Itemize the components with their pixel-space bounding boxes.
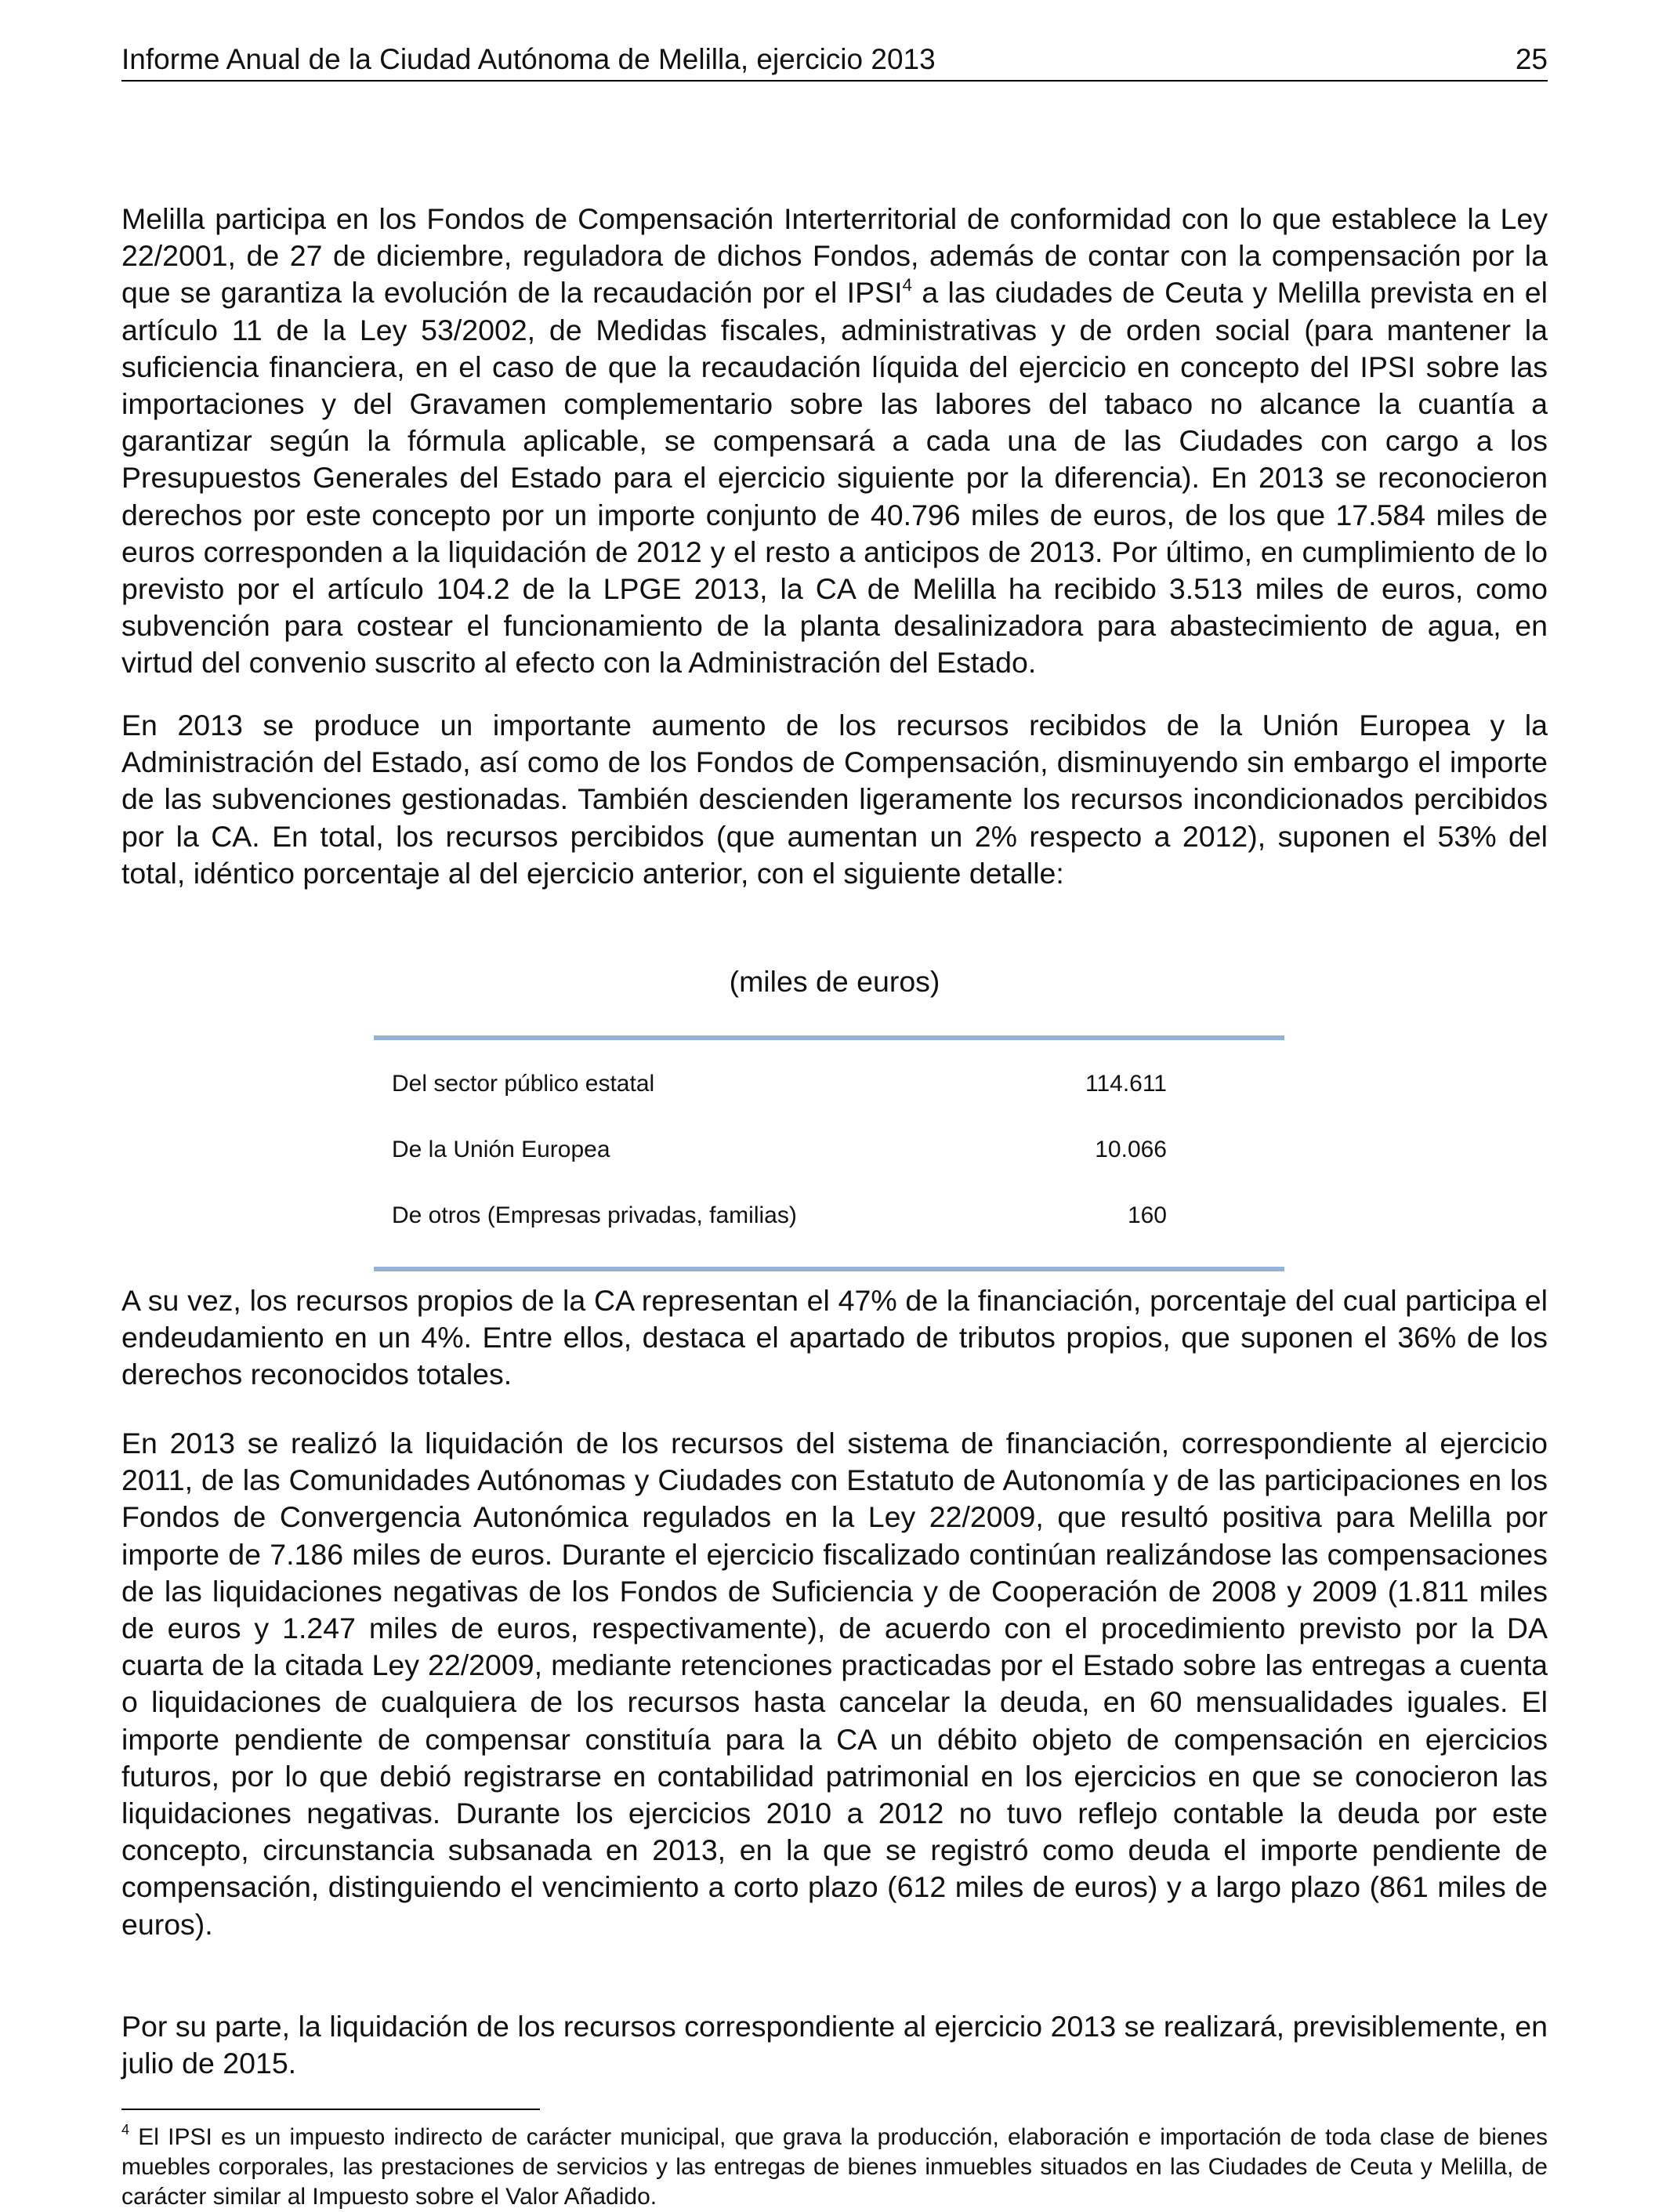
footnote: [121, 2123, 1548, 2212]
paragraph-text: Melilla participa en los Fondos de Compensación Interterritorial de conformidad con lo que establece la Ley 22/2001, de 27 de diciembre, reguladora de dichos Fondos, además de contar con la compensación por la que se garantiza la evolución de la recaudación por el IPSI: [121, 202, 1548, 310]
footnote-separator: [121, 2109, 540, 2110]
row-label: Del sector público estatal: [392, 1071, 655, 1097]
paragraph-liquidation-2013: Por su parte, la liquidación de los recursos correspondiente al ejercicio 2013 se realizará, previsiblemente, en julio de 2015.: [121, 2010, 1548, 2080]
row-label: De la Unión Europea: [392, 1137, 610, 1162]
table-row: [374, 1188, 1284, 1253]
row-label: De otros (Empresas privadas, familias): [392, 1202, 797, 1228]
page-number: 25: [1515, 43, 1548, 75]
footnote-text: El IPSI es un impuesto indirecto de carácter municipal, que grava la producción, elaboración e importación de toda clase de bienes muebles corporales, las prestaciones de servicios y las entregas de bienes inmuebles situados en las Ciudades de Ceuta y Melilla, de carácter similar al Impuesto sobre el Valor Añadido.: [121, 2124, 1548, 2210]
resources-table: [374, 1035, 1284, 1271]
table-caption: (miles de euros): [729, 965, 940, 998]
table-row: [374, 1056, 1284, 1122]
footnote-number: 4: [121, 2122, 130, 2138]
paragraph-liquidation-2011: En 2013 se realizó la liquidación de los recursos del sistema de financiación, correspondiente al ejercicio 2011, de las Comunidades Autónomas y Ciudades con Estatuto de Autonomía y de las participaciones en los Fondos de Convergencia Autonómica regulados en la Ley 22/2009, que resultó positiva para Melilla por importe de 7.186 miles de euros. Durante el ejercicio fiscalizado continúan realizándose las compensaciones de las liquidaciones negativas de los Fondos de Suficiencia y de Cooperación de 2008 y 2009 (1.811 miles de euros y 1.247 miles de euros, respectivamente), de acuerdo con el procedimiento previsto por la DA cuarta de la citada Ley 22/2009, mediante retenciones practicadas por el Estado sobre las entregas a cuenta o liquidaciones de cualquiera de los recursos hasta cancelar la deuda, en 60 mensualidades iguales. El importe pendiente de compensar constituía para la CA un débito objeto de compensación en ejercicios futuros, por lo que debió registrarse en contabilidad patrimonial en los ejercicios en que se conocieron las liquidaciones negativas. Durante los ejercicios 2010 a 2012 no tuvo reflejo contable la deuda por este concepto, circunstancia subsanada en 2013, en la que se registró como deuda el importe pendiente de compensación, distinguiendo el vencimiento a corto plazo (612 miles de euros) y a largo plazo (861 miles de euros).: [121, 1427, 1548, 1941]
page-header: [121, 39, 1548, 82]
table-row: [374, 1122, 1284, 1188]
report-title: Informe Anual de la Ciudad Autónoma de Melilla, ejercicio 2013: [121, 43, 936, 75]
paragraph-text: a las ciudades de Ceuta y Melilla prevista en el artículo 11 de la Ley 53/2002, de Medidas fiscales, administrativas y de orden social (para mantener la suficiencia financiera, en el caso de que la recaudación líquida del ejercicio en concepto del IPSI sobre las importaciones y del Gravamen complementario sobre las labores del tabaco no alcance la cuantía a garantizar según la fórmula aplicable, se compensará a cada una de las Ciudades con cargo a los Presupuestos Generales del Estado para el ejercicio siguiente por la diferencia). En 2013 se reconocieron derechos por este concepto por un importe conjunto de 40.796 miles de euros, de los que 17.584 miles de euros corresponden a la liquidación de 2012 y el resto a anticipos de 2013. Por último, en cumplimiento de lo previsto por el artículo 104.2 de la LPGE 2013, la CA de Melilla ha recibido 3.513 miles de euros, como subvención para costear el funcionamiento de la planta desalinizadora para abastecimiento de agua, en virtud del convenio suscrito al efecto con la Administración del Estado.: [121, 276, 1548, 680]
paragraph-resources-received: En 2013 se produce un importante aumento de los recursos recibidos de la Unión Europea y la Administración del Estado, así como de los Fondos de Compensación, disminuyendo sin embargo el importe de las subvenciones gestionadas. También descienden ligeramente los recursos incondicionados percibidos por la CA. En total, los recursos percibidos (que aumentan un 2% respecto a 2012), suponen el 53% del total, idéntico porcentaje al del ejercicio anterior, con el siguiente detalle:: [121, 709, 1548, 890]
paragraph-financing-funds: [121, 201, 1548, 682]
paragraph-own-resources: A su vez, los recursos propios de la CA representan el 47% de la financiación, porcentaje del cual participa el endeudamiento en un 4%. Entre ellos, destaca el apartado de tributos propios, que suponen el 36% de los derechos reconocidos totales.: [121, 1284, 1548, 1391]
row-value: 10.066: [1095, 1137, 1167, 1162]
row-value: 160: [1127, 1202, 1167, 1228]
footnote-reference: 4: [902, 274, 913, 295]
document-page: [121, 39, 1548, 2210]
row-value: 114.611: [1085, 1071, 1167, 1097]
